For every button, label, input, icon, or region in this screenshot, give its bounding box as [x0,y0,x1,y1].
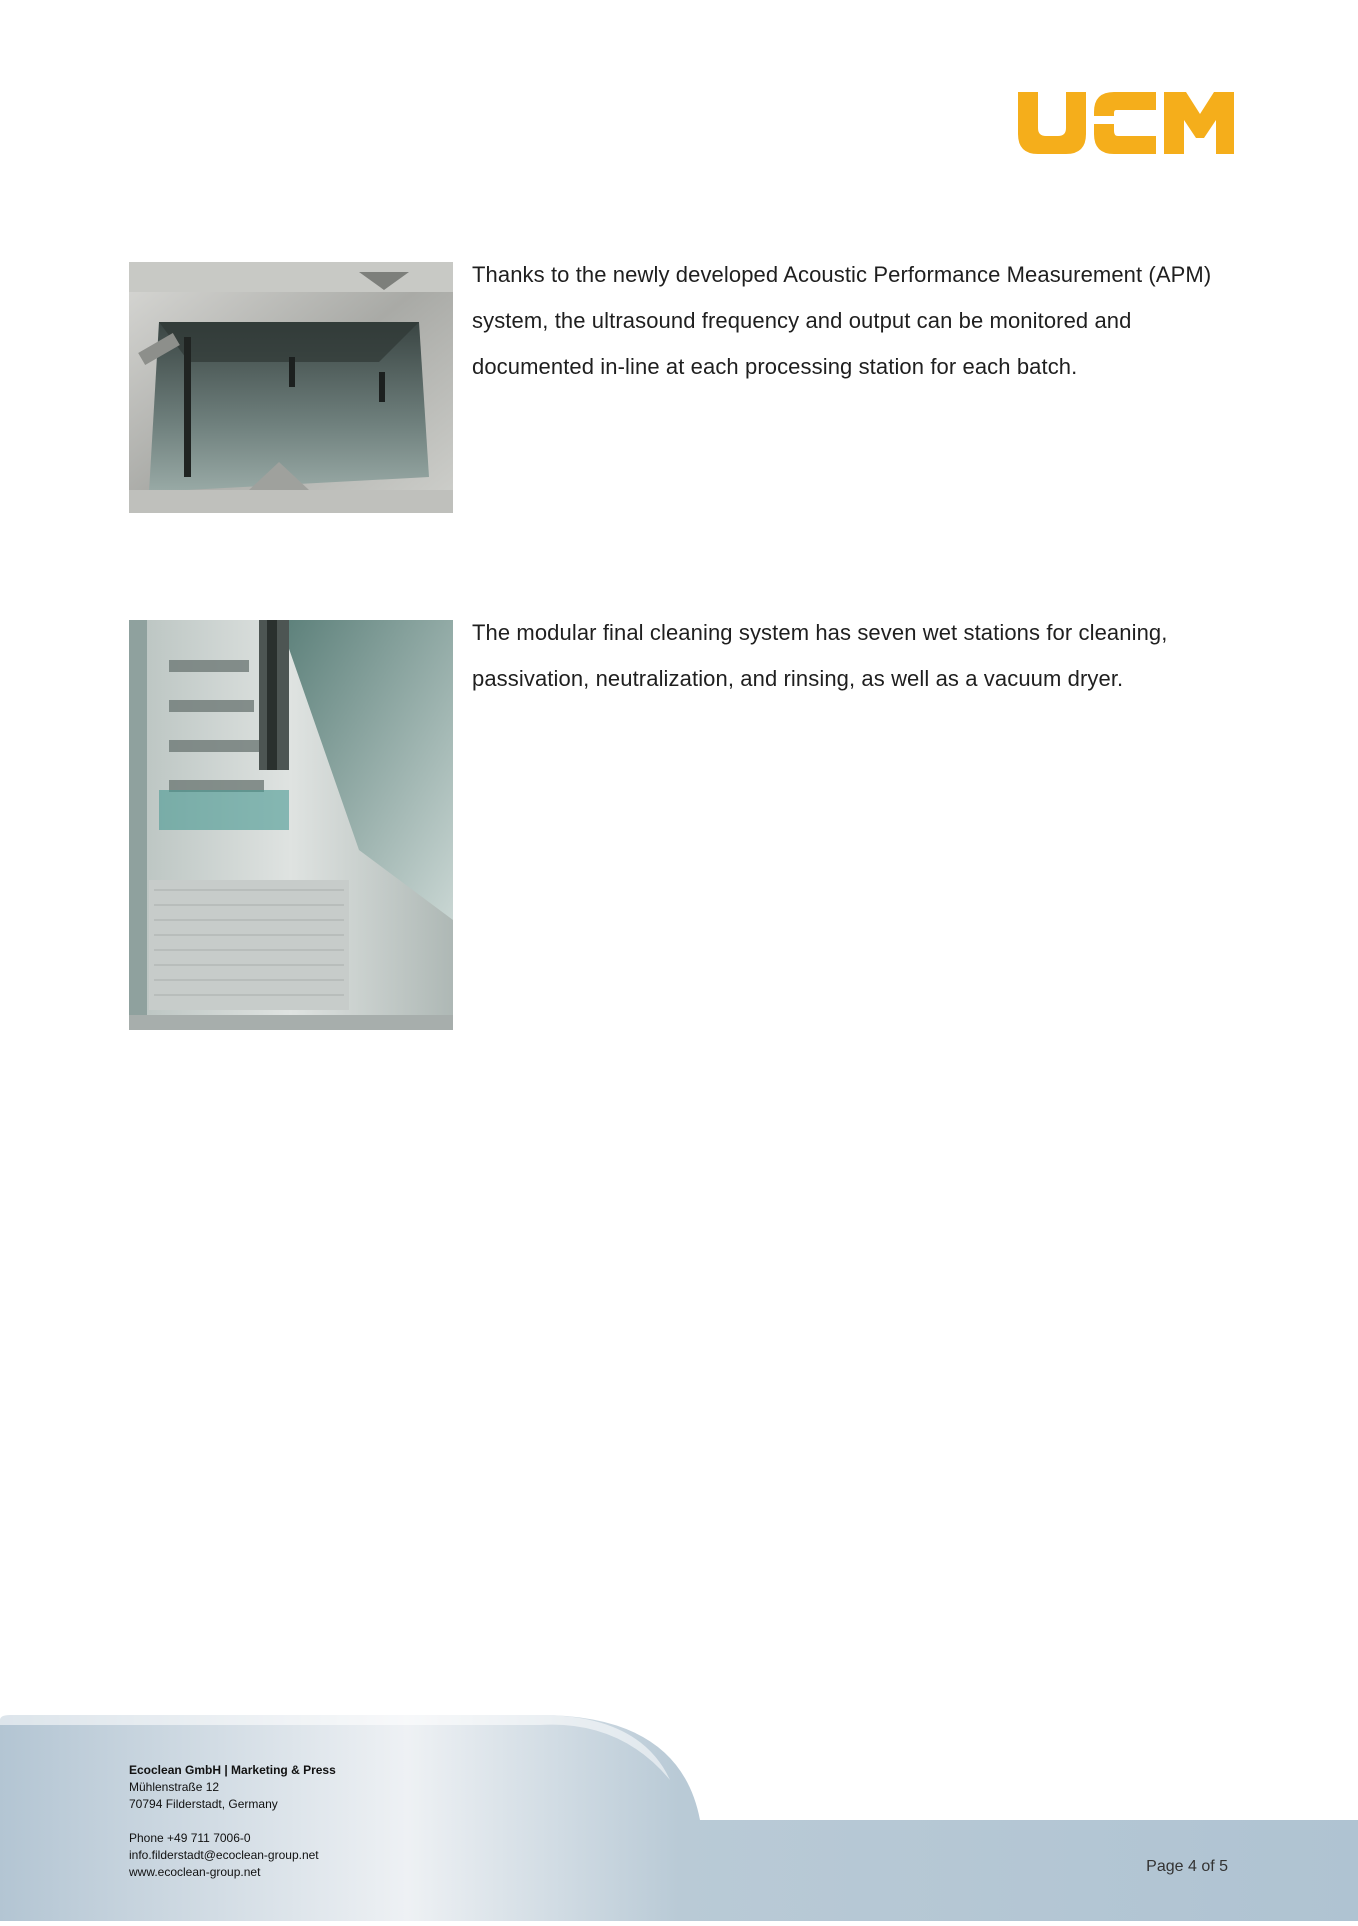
footer-contact [129,1762,336,1881]
footer-company: Ecoclean GmbH | Marketing & Press [129,1763,336,1777]
cleaning-line-photo [129,620,453,1030]
footer-city: 70794 Filderstadt, Germany [129,1797,278,1811]
ucm-logo [1016,90,1236,156]
footer-website[interactable]: www.ecoclean-group.net [129,1865,261,1879]
footer-email[interactable]: info.filderstadt@ecoclean-group.net [129,1848,319,1862]
footer-phone: Phone +49 711 7006-0 [129,1831,251,1845]
modular-system-paragraph: The modular final cleaning system has seven wet stations for cleaning, passivation, neutralization, and rinsing, as well as a vacuum dryer. [472,620,1168,691]
ultrasonic-tank-photo [129,262,453,513]
page-number: Page 4 of 5 [1146,1858,1228,1875]
footer-street: Mühlenstraße 12 [129,1780,220,1794]
apm-paragraph: Thanks to the newly developed Acoustic Performance Measurement (APM) system, the ultrasound frequency and output can be monitored and documented in-line at each processing station for each batch. [472,262,1212,379]
